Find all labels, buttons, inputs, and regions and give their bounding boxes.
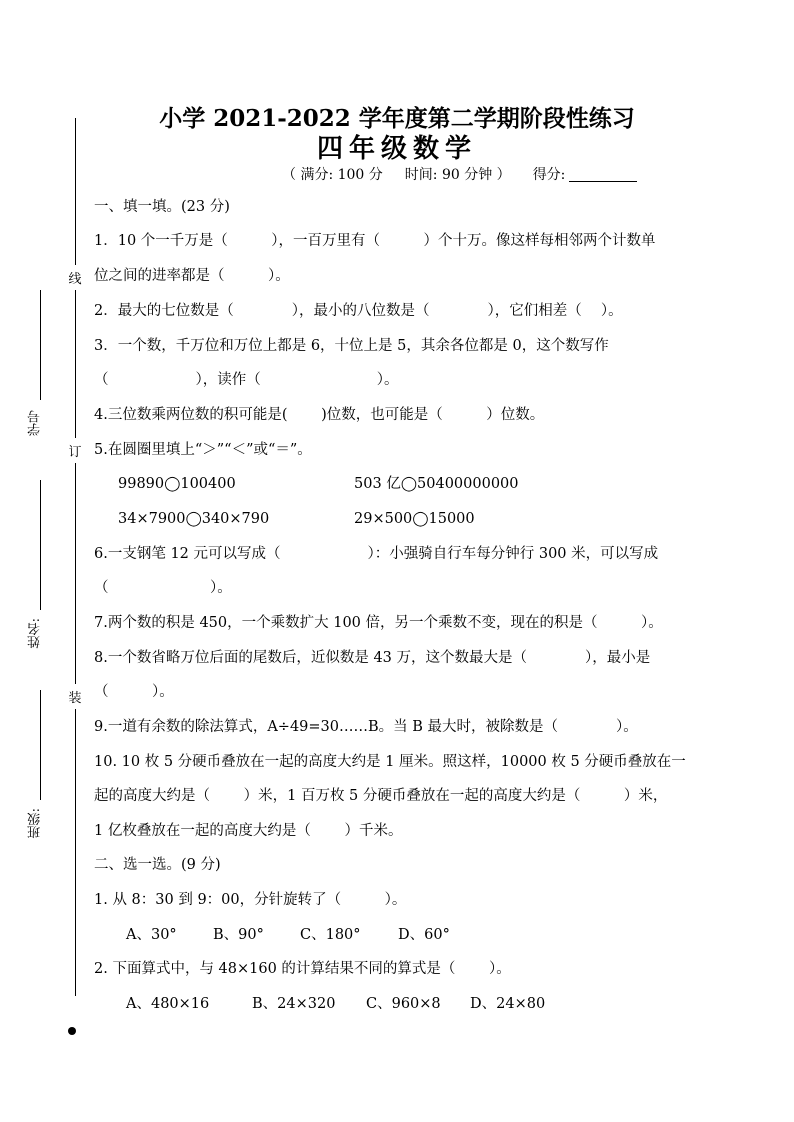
mc-q2-option-c[interactable]: C、960×8 — [366, 996, 441, 1012]
q10-line2: 起的高度大约是（ ）米，1 百万枚 5 分硬币叠放在一起的高度大约是（ ）米， — [94, 788, 668, 804]
mc-q1-option-c[interactable]: C、180° — [300, 927, 361, 943]
mc-q1: 1. 从 8：30 到 9：00，分针旋转了（ ）。 — [94, 892, 407, 908]
mc-q2-option-a[interactable]: A、480×16 — [126, 996, 210, 1012]
student-id-underline[interactable] — [40, 290, 41, 400]
q6-line2: （ ）。 — [94, 580, 232, 596]
q3-line2: （ ），读作（ ）。 — [94, 372, 399, 388]
name-underline[interactable] — [40, 480, 41, 610]
q7-line: 7.两个数的积是 450，一个乘数扩大 100 倍，另一个乘数不变，现在的积是（ ）。 — [94, 615, 663, 631]
q8-line2: （ ）。 — [94, 684, 174, 700]
q6-line1: 6.一支钢笔 12 元可以写成（ ）：小强骑自行车每分钟行 300 米，可以写成 — [94, 546, 659, 562]
bullet-dot — [68, 1027, 76, 1035]
compare-item-4: 29×500◯15000 — [354, 511, 475, 527]
binding-char-zhuang: 装 — [66, 684, 84, 709]
q1-line2: 位之间的进率都是（ ）。 — [94, 268, 290, 284]
exam-title: 小学 2021-2022 学年度第二学期阶段性练习 — [159, 105, 635, 132]
q1-line1: 1．10 个一千万是（ ），一百万里有（ ）个十万。像这样每相邻两个计数单 — [94, 233, 656, 249]
q10-line1: 10. 10 枚 5 分硬币叠放在一起的高度大约是 1 厘米。照这样，10000 枚 5 分硬币叠放在一 — [94, 754, 686, 770]
binding-char-ding: 订 — [66, 438, 84, 463]
q2-line: 2．最大的七位数是（ ），最小的八位数是（ ），它们相差（ ）。 — [94, 303, 623, 319]
section1-heading: 一、填一填。(23 分) — [94, 199, 230, 215]
score-label: 得分: — [532, 167, 566, 183]
q4-line: 4.三位数乘两位数的积可能是( )位数，也可能是（ ）位数。 — [94, 407, 545, 423]
mc-q1-option-a[interactable]: A、30° — [126, 927, 177, 943]
full-score: （ 满分: 100 分 — [282, 167, 383, 183]
exam-info — [282, 164, 637, 184]
score-blank[interactable] — [569, 181, 637, 182]
q3-line1: 3．一个数，千万位和万位上都是 6，十位上是 5，其余各位都是 0，这个数写作 — [94, 338, 609, 354]
compare-item-2: 503 亿◯50400000000 — [354, 476, 519, 492]
mc-q1-option-d[interactable]: D、60° — [398, 927, 450, 943]
class-label: 班级: — [28, 808, 43, 839]
mc-q2-option-b[interactable]: B、24×320 — [252, 996, 336, 1012]
q8-line1: 8.一个数省略万位后面的尾数后，近似数是 43 万，这个数最大是（ ），最小是 — [94, 650, 651, 666]
class-underline[interactable] — [40, 690, 41, 800]
student-id-label: 学号 — [28, 410, 43, 436]
binding-line — [75, 118, 76, 996]
exam-subtitle: 四年级数学 — [316, 134, 477, 164]
mc-q1-option-b[interactable]: B、90° — [213, 927, 264, 943]
mc-q2: 2. 下面算式中，与 48×160 的计算结果不同的算式是（ ）。 — [94, 961, 511, 977]
q9-line: 9.一道有余数的除法算式，A÷49=30……B。当 B 最大时，被除数是（ ）。 — [94, 719, 638, 735]
exam-time: 时间: 90 分钟 ） — [404, 167, 511, 183]
compare-item-1: 99890◯100400 — [118, 476, 236, 492]
section2-heading: 二、选一选。(9 分) — [94, 857, 221, 873]
q5-line: 5.在圆圈里填上“＞”“＜”或“＝”。 — [94, 442, 312, 458]
binding-char-xian: 线 — [66, 265, 84, 290]
mc-q2-option-d[interactable]: D、24×80 — [470, 996, 546, 1012]
name-label: 姓名: — [28, 618, 43, 649]
q10-line3: 1 亿枚叠放在一起的高度大约是（ ）千米。 — [94, 823, 403, 839]
compare-item-3: 34×7900◯340×790 — [118, 511, 270, 527]
